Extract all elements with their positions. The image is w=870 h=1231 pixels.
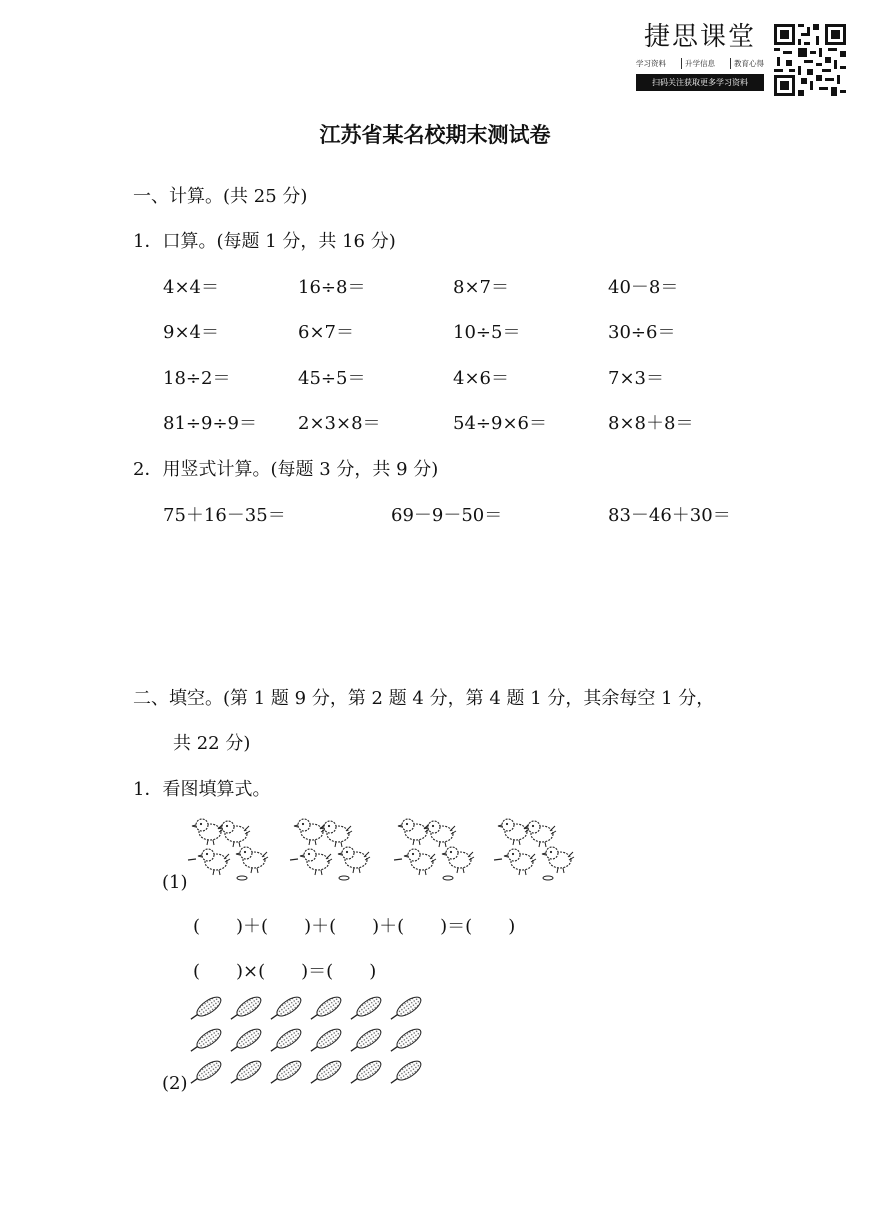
question-heading: 1．口算。(每题 1 分，共 16 分) (133, 231, 396, 252)
brand-bar: 扫码关注获取更多学习资料 (636, 74, 764, 91)
calc-item: 45÷5＝ (298, 368, 366, 389)
calc-item: 10÷5＝ (453, 322, 521, 343)
question-heading: 1．看图填算式。 (133, 779, 271, 800)
calc-item: 9×4＝ (163, 322, 219, 343)
calc-item: 4×4＝ (163, 277, 219, 298)
section-heading: 二、填空。(第 1 题 9 分，第 2 题 4 分，第 4 题 1 分，其余每空 1 分， (133, 688, 715, 709)
calc-item: 16÷8＝ (298, 277, 366, 298)
calc-item: 30÷6＝ (608, 322, 676, 343)
calc-item: 18÷2＝ (163, 368, 231, 389)
brand-name: 捷思课堂 (643, 22, 756, 52)
corn-grid-image (184, 992, 424, 1092)
calc-item: 54÷9×6＝ (453, 413, 547, 434)
calc-item: 40－8＝ (608, 277, 679, 298)
calc-item: 8×7＝ (453, 277, 509, 298)
part-label: (1) (162, 872, 188, 893)
brand-tag: 升学信息 (681, 58, 715, 69)
section-heading: 一、计算。(共 25 分) (133, 186, 308, 207)
vertical-calc-item: 83－46＋30＝ (608, 505, 731, 526)
brand-tags (636, 58, 764, 69)
calc-item: 6×7＝ (298, 322, 354, 343)
brand-tag: 学习资料 (636, 59, 666, 68)
page-title: 江苏省某名校期末测试卷 (319, 123, 551, 147)
calc-item: 81÷9÷9＝ (163, 413, 257, 434)
part-label: (2) (162, 1073, 188, 1094)
calc-item: 2×3×8＝ (298, 413, 381, 434)
brand-logo (636, 22, 764, 91)
calc-item: 7×3＝ (608, 368, 664, 389)
question-heading: 2．用竖式计算。(每题 3 分，共 9 分) (133, 459, 439, 480)
equation-multiplication: ( )×( )＝( ) (193, 961, 377, 982)
equation-addition: ( )＋( )＋( )＋( )＝( ) (193, 916, 516, 937)
chick-groups-image (186, 816, 586, 888)
section-heading-cont: 共 22 分) (173, 733, 251, 754)
vertical-calc-item: 75＋16－35＝ (163, 505, 286, 526)
qr-code-icon (774, 24, 846, 96)
vertical-calc-item: 69－9－50＝ (391, 505, 503, 526)
brand-tag: 教育心得 (730, 58, 764, 69)
calc-item: 4×6＝ (453, 368, 509, 389)
calc-item: 8×8＋8＝ (608, 413, 694, 434)
